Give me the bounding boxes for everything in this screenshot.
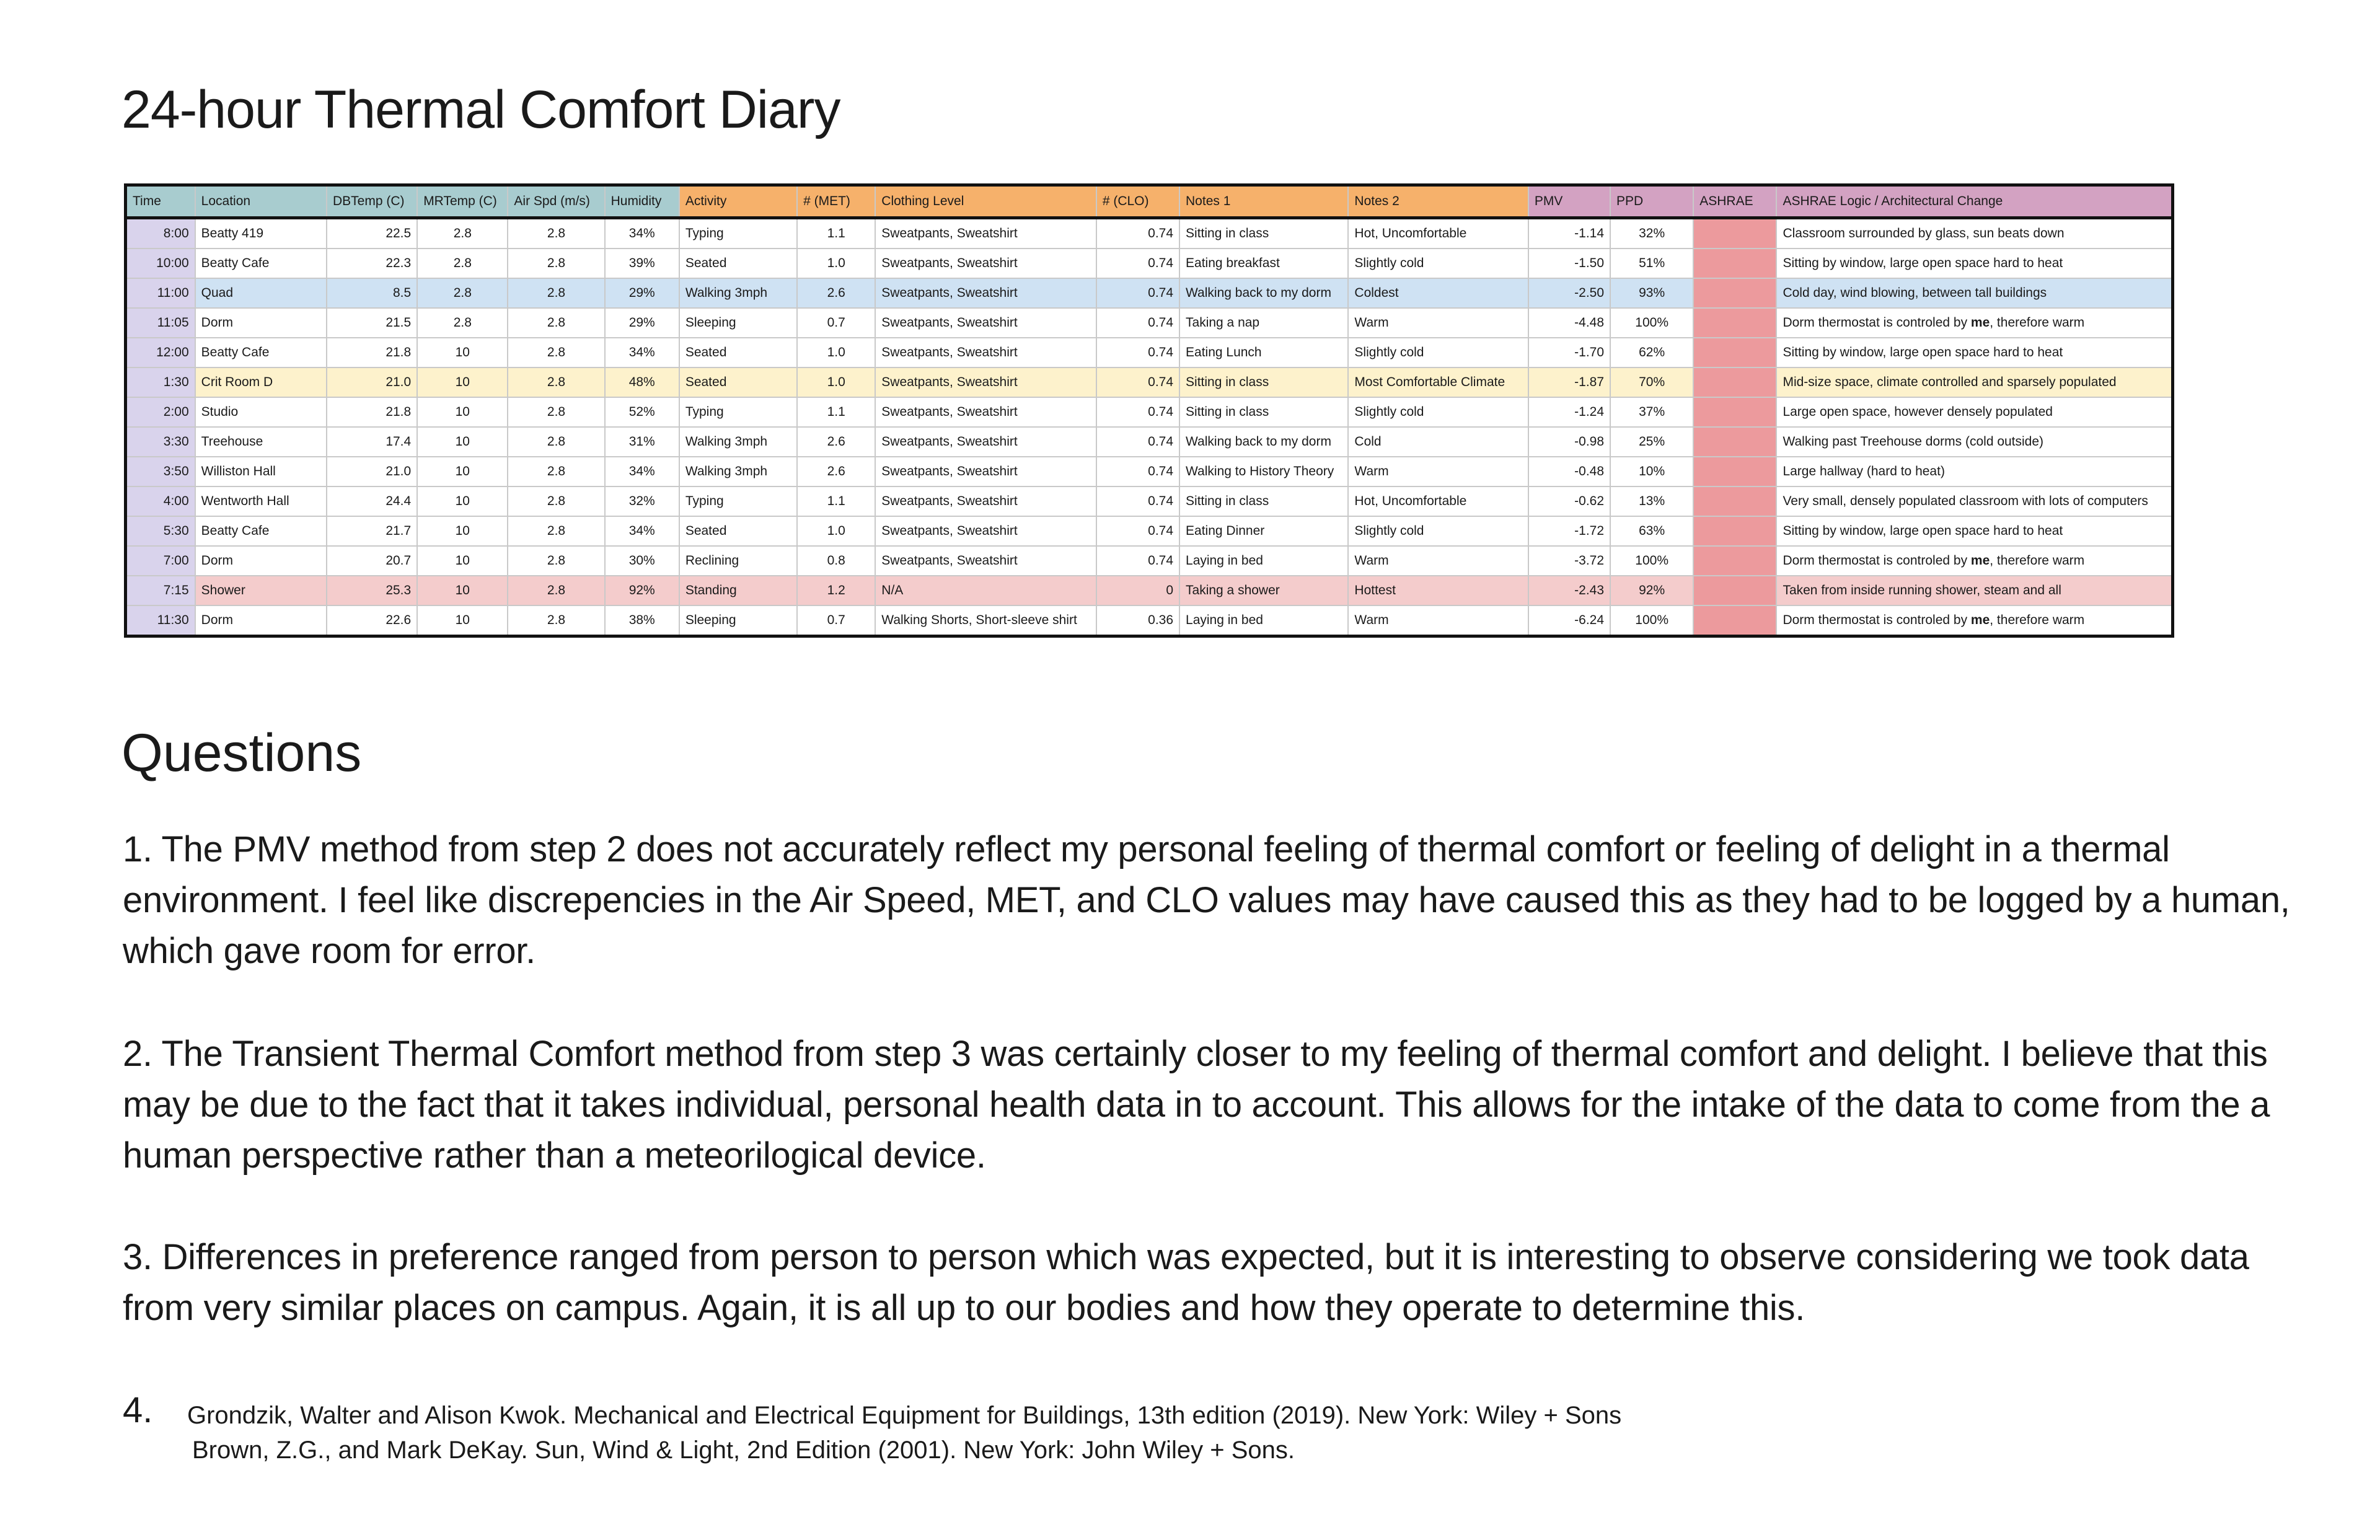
cell-mrtemp: 2.8 — [417, 218, 508, 249]
cell-time: 2:00 — [126, 397, 195, 427]
cell-dbtemp: 21.0 — [327, 367, 417, 397]
cell-clothing-level: Sweatpants, Sweatshirt — [875, 249, 1096, 278]
cell-air-speed: 2.8 — [508, 367, 604, 397]
cell-clo: 0.74 — [1096, 338, 1179, 367]
cell-pmv: -6.24 — [1528, 605, 1610, 636]
cell-ashrae — [1693, 546, 1776, 576]
cell-air-speed: 2.8 — [508, 516, 604, 546]
cell-pmv: -4.48 — [1528, 308, 1610, 338]
cell-mrtemp: 10 — [417, 605, 508, 636]
cell-ashrae-logic: Dorm thermostat is controled by me, therefore warm — [1776, 605, 2172, 636]
page-title: 24-hour Thermal Comfort Diary — [121, 80, 840, 139]
cell-met: 1.0 — [797, 249, 875, 278]
table-row — [126, 457, 2173, 486]
cell-time: 10:00 — [126, 249, 195, 278]
column-header-ashrae: ASHRAE — [1693, 185, 1776, 218]
cell-dbtemp: 24.4 — [327, 486, 417, 516]
cell-ppd: 63% — [1610, 516, 1693, 546]
cell-mrtemp: 10 — [417, 546, 508, 576]
cell-ashrae — [1693, 605, 1776, 636]
cell-notes-1: Sitting in class — [1179, 486, 1348, 516]
question-3: 3. Differences in preference ranged from person to person which was expected, but it is interesting to observe considering we took data from very similar places on campus. Again, it is all up to our bodies and how they operate to determine this. — [123, 1237, 2249, 1328]
cell-notes-2: Warm — [1348, 457, 1528, 486]
cell-time: 8:00 — [126, 218, 195, 249]
cell-ashrae-logic: Very small, densely populated classroom with lots of computers — [1776, 486, 2172, 516]
cell-ashrae — [1693, 338, 1776, 367]
cell-dbtemp: 25.3 — [327, 576, 417, 605]
cell-met: 2.6 — [797, 278, 875, 308]
cell-ashrae — [1693, 249, 1776, 278]
cell-mrtemp: 10 — [417, 397, 508, 427]
cell-met: 1.1 — [797, 486, 875, 516]
column-header-ashrae-logic: ASHRAE Logic / Architectural Change — [1776, 185, 2172, 218]
column-header-notes-1: Notes 1 — [1179, 185, 1348, 218]
cell-ppd: 100% — [1610, 308, 1693, 338]
question-2: 2. The Transient Thermal Comfort method from step 3 was certainly closer to my feeling of thermal comfort and delight. I believe that this may be due to the fact that it takes individual, personal health data in to account. This allows for the intake of the data to come from the a human perspective rather than a meteorilogical device. — [123, 1034, 2270, 1176]
cell-dbtemp: 21.7 — [327, 516, 417, 546]
thermal-diary-table-wrapper — [124, 183, 2174, 638]
cell-notes-1: Sitting in class — [1179, 367, 1348, 397]
cell-clothing-level: Sweatpants, Sweatshirt — [875, 278, 1096, 308]
cell-dbtemp: 17.4 — [327, 427, 417, 457]
cell-clo: 0.74 — [1096, 249, 1179, 278]
cell-activity: Seated — [679, 367, 797, 397]
cell-notes-1: Walking to History Theory — [1179, 457, 1348, 486]
thermal-diary-table — [124, 183, 2174, 638]
cell-notes-1: Eating Lunch — [1179, 338, 1348, 367]
cell-notes-2: Slightly cold — [1348, 397, 1528, 427]
cell-humidity: 52% — [605, 397, 679, 427]
cell-time: 12:00 — [126, 338, 195, 367]
cell-pmv: -1.72 — [1528, 516, 1610, 546]
cell-ashrae-logic: Mid-size space, climate controlled and sparsely populated — [1776, 367, 2172, 397]
cell-pmv: -2.43 — [1528, 576, 1610, 605]
table-row — [126, 397, 2173, 427]
cell-pmv: -1.50 — [1528, 249, 1610, 278]
cell-met: 1.1 — [797, 218, 875, 249]
cell-clo: 0.74 — [1096, 516, 1179, 546]
cell-mrtemp: 2.8 — [417, 278, 508, 308]
cell-humidity: 29% — [605, 308, 679, 338]
cell-notes-2: Warm — [1348, 546, 1528, 576]
cell-ashrae-logic: Dorm thermostat is controled by me, therefore warm — [1776, 546, 2172, 576]
references-number: 4. — [123, 1390, 153, 1430]
cell-mrtemp: 10 — [417, 367, 508, 397]
cell-mrtemp: 10 — [417, 516, 508, 546]
cell-clo: 0.74 — [1096, 486, 1179, 516]
cell-mrtemp: 2.8 — [417, 308, 508, 338]
cell-notes-1: Walking back to my dorm — [1179, 278, 1348, 308]
cell-ashrae — [1693, 397, 1776, 427]
cell-ashrae-logic: Sitting by window, large open space hard to heat — [1776, 249, 2172, 278]
cell-ashrae — [1693, 516, 1776, 546]
cell-air-speed: 2.8 — [508, 457, 604, 486]
cell-clothing-level: Sweatpants, Sweatshirt — [875, 338, 1096, 367]
cell-air-speed: 2.8 — [508, 397, 604, 427]
cell-notes-2: Most Comfortable Climate — [1348, 367, 1528, 397]
column-header-mrtemp: MRTemp (C) — [417, 185, 508, 218]
cell-location: Crit Room D — [195, 367, 327, 397]
cell-air-speed: 2.8 — [508, 605, 604, 636]
cell-activity: Standing — [679, 576, 797, 605]
cell-location: Dorm — [195, 308, 327, 338]
cell-ashrae-logic: Large open space, however densely populated — [1776, 397, 2172, 427]
table-row — [126, 367, 2173, 397]
cell-activity: Typing — [679, 397, 797, 427]
cell-clo: 0.74 — [1096, 367, 1179, 397]
cell-ashrae-logic: Dorm thermostat is controled by me, therefore warm — [1776, 308, 2172, 338]
cell-ashrae — [1693, 278, 1776, 308]
cell-notes-2: Warm — [1348, 605, 1528, 636]
cell-dbtemp: 21.0 — [327, 457, 417, 486]
cell-time: 7:00 — [126, 546, 195, 576]
reference-line: Brown, Z.G., and Mark DeKay. Sun, Wind & Light, 2nd Edition (2001). New York: John Wiley + Sons. — [192, 1437, 1295, 1464]
cell-air-speed: 2.8 — [508, 278, 604, 308]
cell-clo: 0.74 — [1096, 278, 1179, 308]
column-header-clo: # (CLO) — [1096, 185, 1179, 218]
cell-notes-2: Hottest — [1348, 576, 1528, 605]
cell-ppd: 51% — [1610, 249, 1693, 278]
cell-ppd: 100% — [1610, 546, 1693, 576]
cell-mrtemp: 10 — [417, 338, 508, 367]
cell-humidity: 34% — [605, 218, 679, 249]
cell-clothing-level: Walking Shorts, Short-sleeve shirt — [875, 605, 1096, 636]
cell-ashrae-logic: Taken from inside running shower, steam and all — [1776, 576, 2172, 605]
cell-activity: Typing — [679, 218, 797, 249]
cell-clothing-level: Sweatpants, Sweatshirt — [875, 486, 1096, 516]
cell-time: 5:30 — [126, 516, 195, 546]
cell-ppd: 100% — [1610, 605, 1693, 636]
cell-location: Beatty Cafe — [195, 338, 327, 367]
cell-clothing-level: Sweatpants, Sweatshirt — [875, 427, 1096, 457]
cell-humidity: 34% — [605, 516, 679, 546]
cell-pmv: -0.98 — [1528, 427, 1610, 457]
cell-clothing-level: Sweatpants, Sweatshirt — [875, 218, 1096, 249]
cell-dbtemp: 21.8 — [327, 338, 417, 367]
cell-location: Shower — [195, 576, 327, 605]
cell-clothing-level: Sweatpants, Sweatshirt — [875, 516, 1096, 546]
cell-time: 4:00 — [126, 486, 195, 516]
cell-notes-2: Coldest — [1348, 278, 1528, 308]
cell-location: Beatty Cafe — [195, 249, 327, 278]
cell-time: 7:15 — [126, 576, 195, 605]
cell-notes-2: Hot, Uncomfortable — [1348, 218, 1528, 249]
table-row — [126, 516, 2173, 546]
cell-pmv: -0.62 — [1528, 486, 1610, 516]
cell-air-speed: 2.8 — [508, 308, 604, 338]
cell-ashrae-logic: Walking past Treehouse dorms (cold outside) — [1776, 427, 2172, 457]
cell-clothing-level: Sweatpants, Sweatshirt — [875, 308, 1096, 338]
cell-mrtemp: 10 — [417, 486, 508, 516]
cell-dbtemp: 21.8 — [327, 397, 417, 427]
cell-humidity: 92% — [605, 576, 679, 605]
questions-title: Questions — [121, 723, 362, 783]
cell-humidity: 48% — [605, 367, 679, 397]
cell-notes-2: Slightly cold — [1348, 516, 1528, 546]
cell-activity: Seated — [679, 338, 797, 367]
column-header-pmv: PMV — [1528, 185, 1610, 218]
cell-notes-2: Slightly cold — [1348, 338, 1528, 367]
cell-ashrae — [1693, 486, 1776, 516]
cell-clothing-level: Sweatpants, Sweatshirt — [875, 367, 1096, 397]
table-body — [126, 218, 2173, 636]
question-1: 1. The PMV method from step 2 does not accurately reflect my personal feeling of thermal comfort or feeling of delight in a thermal environment. I feel like discrepencies in the Air Speed, MET, and CLO values may have caused this as they had to be logged by a human, which gave room for error. — [123, 829, 2290, 971]
cell-ashrae — [1693, 308, 1776, 338]
cell-ppd: 70% — [1610, 367, 1693, 397]
cell-mrtemp: 10 — [417, 427, 508, 457]
cell-dbtemp: 22.6 — [327, 605, 417, 636]
cell-ppd: 25% — [1610, 427, 1693, 457]
cell-activity: Reclining — [679, 546, 797, 576]
table-row — [126, 278, 2173, 308]
cell-location: Beatty Cafe — [195, 516, 327, 546]
cell-humidity: 31% — [605, 427, 679, 457]
cell-ashrae — [1693, 427, 1776, 457]
cell-clothing-level: Sweatpants, Sweatshirt — [875, 397, 1096, 427]
cell-ppd: 32% — [1610, 218, 1693, 249]
table-row — [126, 605, 2173, 636]
cell-time: 11:30 — [126, 605, 195, 636]
cell-air-speed: 2.8 — [508, 249, 604, 278]
cell-ashrae-logic: Sitting by window, large open space hard to heat — [1776, 338, 2172, 367]
cell-notes-1: Taking a shower — [1179, 576, 1348, 605]
table-header-row — [126, 185, 2173, 218]
cell-met: 1.0 — [797, 338, 875, 367]
cell-met: 1.1 — [797, 397, 875, 427]
cell-clo: 0.74 — [1096, 218, 1179, 249]
cell-humidity: 34% — [605, 457, 679, 486]
cell-dbtemp: 22.5 — [327, 218, 417, 249]
cell-clo: 0.74 — [1096, 397, 1179, 427]
cell-activity: Walking 3mph — [679, 278, 797, 308]
cell-met: 1.0 — [797, 367, 875, 397]
cell-activity: Seated — [679, 516, 797, 546]
column-header-air-speed: Air Spd (m/s) — [508, 185, 604, 218]
cell-humidity: 29% — [605, 278, 679, 308]
cell-clo: 0.74 — [1096, 546, 1179, 576]
reference-line: Grondzik, Walter and Alison Kwok. Mechanical and Electrical Equipment for Buildings, 13th edition (2019). New York: Wiley + Sons — [187, 1402, 1622, 1429]
cell-humidity: 34% — [605, 338, 679, 367]
column-header-met: # (MET) — [797, 185, 875, 218]
cell-notes-2: Hot, Uncomfortable — [1348, 486, 1528, 516]
column-header-time: Time — [126, 185, 195, 218]
cell-mrtemp: 10 — [417, 457, 508, 486]
cell-time: 11:05 — [126, 308, 195, 338]
cell-met: 2.6 — [797, 427, 875, 457]
table-row — [126, 338, 2173, 367]
cell-notes-2: Cold — [1348, 427, 1528, 457]
cell-activity: Typing — [679, 486, 797, 516]
cell-pmv: -1.87 — [1528, 367, 1610, 397]
cell-clothing-level: Sweatpants, Sweatshirt — [875, 457, 1096, 486]
cell-dbtemp: 8.5 — [327, 278, 417, 308]
cell-location: Treehouse — [195, 427, 327, 457]
cell-humidity: 38% — [605, 605, 679, 636]
cell-time: 1:30 — [126, 367, 195, 397]
cell-ppd: 62% — [1610, 338, 1693, 367]
cell-dbtemp: 22.3 — [327, 249, 417, 278]
cell-location: Dorm — [195, 605, 327, 636]
cell-activity: Sleeping — [679, 605, 797, 636]
cell-ashrae — [1693, 457, 1776, 486]
cell-air-speed: 2.8 — [508, 427, 604, 457]
cell-ppd: 93% — [1610, 278, 1693, 308]
cell-pmv: -1.14 — [1528, 218, 1610, 249]
column-header-dbtemp: DBTemp (C) — [327, 185, 417, 218]
cell-activity: Seated — [679, 249, 797, 278]
column-header-notes-2: Notes 2 — [1348, 185, 1528, 218]
cell-air-speed: 2.8 — [508, 486, 604, 516]
cell-time: 3:30 — [126, 427, 195, 457]
cell-activity: Sleeping — [679, 308, 797, 338]
cell-notes-1: Laying in bed — [1179, 605, 1348, 636]
cell-pmv: -0.48 — [1528, 457, 1610, 486]
cell-notes-2: Warm — [1348, 308, 1528, 338]
cell-ashrae-logic: Classroom surrounded by glass, sun beats down — [1776, 218, 2172, 249]
cell-notes-1: Walking back to my dorm — [1179, 427, 1348, 457]
cell-ppd: 92% — [1610, 576, 1693, 605]
cell-ppd: 13% — [1610, 486, 1693, 516]
cell-air-speed: 2.8 — [508, 546, 604, 576]
cell-ashrae — [1693, 367, 1776, 397]
cell-pmv: -1.24 — [1528, 397, 1610, 427]
cell-pmv: -2.50 — [1528, 278, 1610, 308]
cell-met: 1.2 — [797, 576, 875, 605]
column-header-ppd: PPD — [1610, 185, 1693, 218]
cell-ashrae-logic: Sitting by window, large open space hard to heat — [1776, 516, 2172, 546]
cell-mrtemp: 2.8 — [417, 249, 508, 278]
cell-notes-1: Eating Dinner — [1179, 516, 1348, 546]
cell-clo: 0.74 — [1096, 457, 1179, 486]
cell-ashrae — [1693, 218, 1776, 249]
column-header-clothing-level: Clothing Level — [875, 185, 1096, 218]
cell-air-speed: 2.8 — [508, 338, 604, 367]
column-header-activity: Activity — [679, 185, 797, 218]
cell-time: 3:50 — [126, 457, 195, 486]
cell-humidity: 39% — [605, 249, 679, 278]
cell-ashrae — [1693, 576, 1776, 605]
cell-met: 0.7 — [797, 308, 875, 338]
cell-clothing-level: N/A — [875, 576, 1096, 605]
cell-clo: 0 — [1096, 576, 1179, 605]
table-row — [126, 486, 2173, 516]
cell-location: Williston Hall — [195, 457, 327, 486]
cell-ashrae-logic: Cold day, wind blowing, between tall buildings — [1776, 278, 2172, 308]
cell-notes-1: Eating breakfast — [1179, 249, 1348, 278]
cell-humidity: 32% — [605, 486, 679, 516]
cell-dbtemp: 21.5 — [327, 308, 417, 338]
cell-location: Dorm — [195, 546, 327, 576]
cell-clo: 0.74 — [1096, 308, 1179, 338]
cell-ashrae-logic: Large hallway (hard to heat) — [1776, 457, 2172, 486]
cell-air-speed: 2.8 — [508, 218, 604, 249]
cell-activity: Walking 3mph — [679, 457, 797, 486]
cell-activity: Walking 3mph — [679, 427, 797, 457]
table-row — [126, 218, 2173, 249]
cell-humidity: 30% — [605, 546, 679, 576]
cell-location: Studio — [195, 397, 327, 427]
cell-location: Beatty 419 — [195, 218, 327, 249]
cell-notes-2: Slightly cold — [1348, 249, 1528, 278]
cell-ppd: 37% — [1610, 397, 1693, 427]
cell-clothing-level: Sweatpants, Sweatshirt — [875, 546, 1096, 576]
cell-met: 1.0 — [797, 516, 875, 546]
column-header-humidity: Humidity — [605, 185, 679, 218]
column-header-location: Location — [195, 185, 327, 218]
cell-met: 2.6 — [797, 457, 875, 486]
cell-notes-1: Laying in bed — [1179, 546, 1348, 576]
cell-pmv: -1.70 — [1528, 338, 1610, 367]
cell-mrtemp: 10 — [417, 576, 508, 605]
cell-clo: 0.36 — [1096, 605, 1179, 636]
cell-location: Quad — [195, 278, 327, 308]
cell-location: Wentworth Hall — [195, 486, 327, 516]
cell-time: 11:00 — [126, 278, 195, 308]
cell-notes-1: Sitting in class — [1179, 397, 1348, 427]
cell-notes-1: Sitting in class — [1179, 218, 1348, 249]
cell-clo: 0.74 — [1096, 427, 1179, 457]
cell-dbtemp: 20.7 — [327, 546, 417, 576]
table-row — [126, 308, 2173, 338]
table-row — [126, 576, 2173, 605]
cell-ppd: 10% — [1610, 457, 1693, 486]
cell-notes-1: Taking a nap — [1179, 308, 1348, 338]
cell-pmv: -3.72 — [1528, 546, 1610, 576]
table-row — [126, 546, 2173, 576]
cell-met: 0.7 — [797, 605, 875, 636]
cell-met: 0.8 — [797, 546, 875, 576]
table-row — [126, 249, 2173, 278]
cell-air-speed: 2.8 — [508, 576, 604, 605]
table-row — [126, 427, 2173, 457]
